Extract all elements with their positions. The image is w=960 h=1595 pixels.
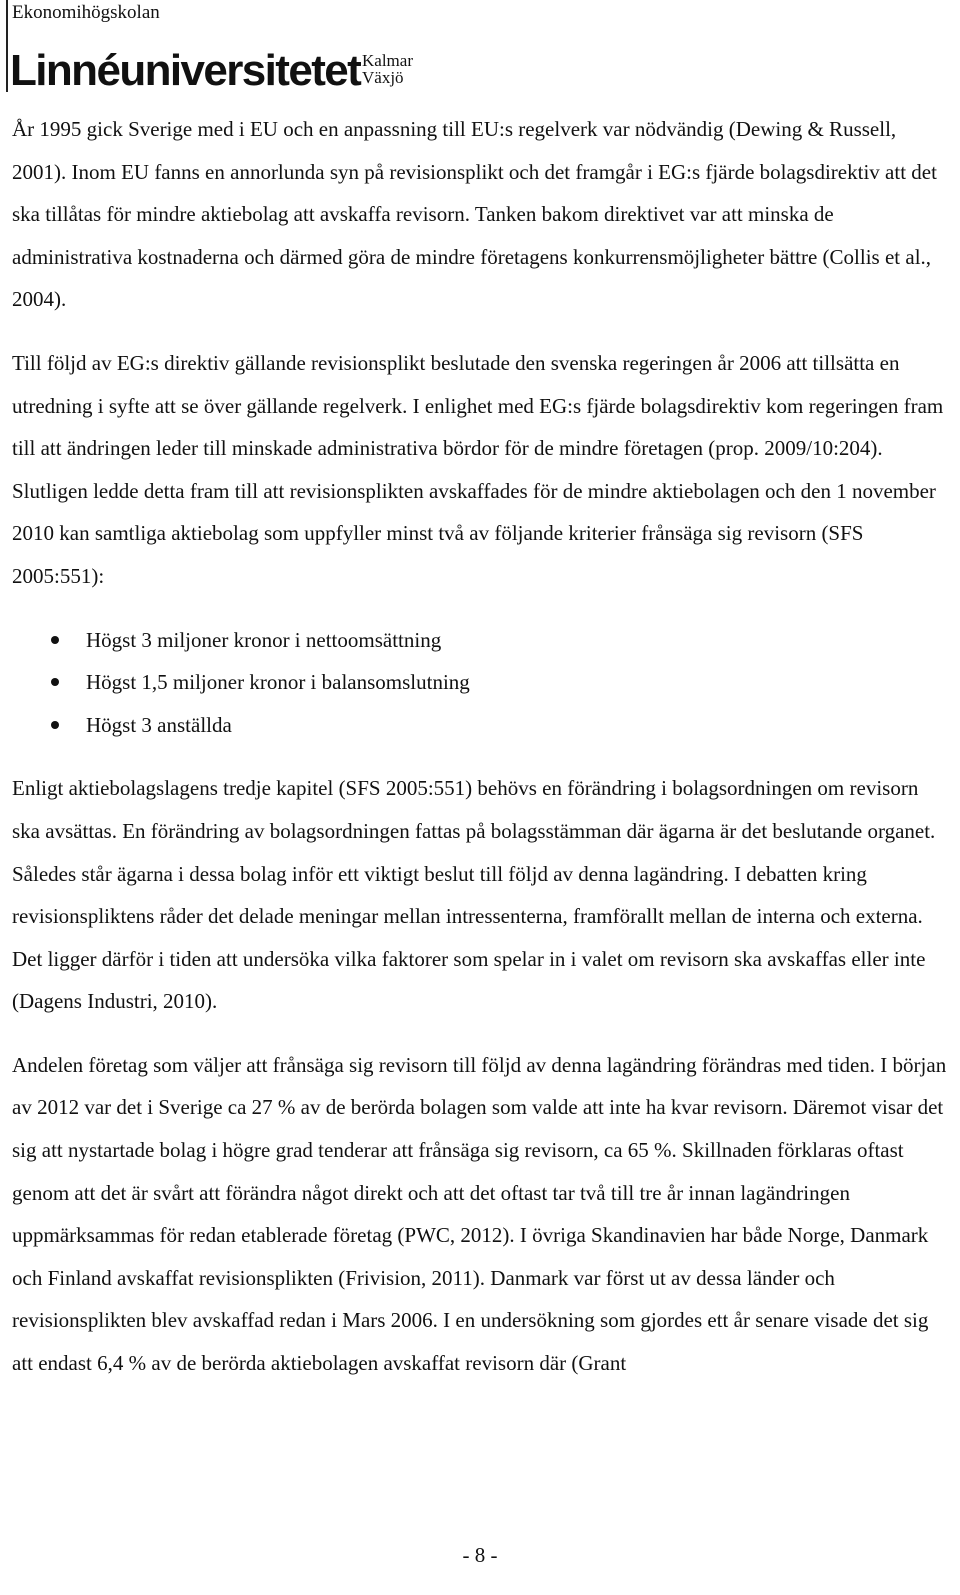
document-body (12, 108, 948, 1406)
paragraph-3: Enligt aktiebolagslagens tredje kapitel (SFS 2005:551) behövs en förändring i bolagsordningen om revisorn ska avsättas. En förändring av bolagsordningen fattas på bolagsstämman där ägarna är det beslutande organet. Således står ägarna i dessa bolag inför ett viktigt beslut till följd av denna lagändring. I debatten kring revisionspliktens råder det delade meningar mellan intressenterna, framförallt mellan de interna och externa. Det ligger därför i tiden att undersöka vilka faktorer som spelar in i valet om revisorn ska avskaffas eller inte (Dagens Industri, 2010). (12, 776, 936, 1014)
bullet-icon (51, 678, 59, 686)
criteria-list (12, 619, 948, 747)
logo-wordmark: Linnéuniversitetet (10, 46, 361, 95)
page-number: - 8 - (462, 1543, 498, 1567)
logo-city-kalmar: Kalmar (362, 51, 413, 70)
logo-cities (362, 52, 413, 86)
paragraph-2: Till följd av EG:s direktiv gällande revisionsplikt beslutade den svenska regeringen år 2006 att tillsätta en utredning i syfte att se över gällande regelverk. I enlighet med EG:s fjärde bolagsdirektiv kom regeringen fram till att ändringen leder till minskade administrativa bördor för de mindre företagen (prop. 2009/10:204). Slutligen ledde detta fram till att revisionsplikten avskaffades för de mindre aktiebolagen och den 1 november 2010 kan samtliga aktiebolag som uppfyller minst två av följande kriterier frånsäga sig revisorn (SFS 2005:551): (12, 350, 944, 588)
faculty-name: Ekonomihögskolan (12, 2, 160, 23)
list-item (12, 661, 948, 704)
bullet-icon (51, 636, 59, 644)
list-item (12, 619, 948, 662)
paragraph-4: Andelen företag som väljer att frånsäga sig revisorn till följd av denna lagändring förändras med tiden. I början av 2012 var det i Sverige ca 27 % av de berörda bolagen som valde att inte ha kvar revisorn. Däremot visar det sig att nystartade bolag i högre grad tenderar att frånsäga sig revisorn, ca 65 %. Skillnaden förklaras oftast genom att det är svårt att förändra något direkt och att det oftast tar två till tre år innan lagändringen uppmärksammas för redan etablerade företag (PWC, 2012). I övriga Skandinavien har både Norge, Danmark och Finland avskaffat revisionsplikten (Frivision, 2011). Danmark var först ut av dessa länder och revisionsplikten blev avskaffad redan i Mars 2006. I en undersökning som gjordes ett år senare visade det sig att endast 6,4 % av de berörda aktiebolagen avskaffat revisorn där (Grant (12, 1052, 947, 1376)
criteria-text: Högst 3 anställda (86, 712, 232, 737)
logo-city-vaxjo: Växjö (362, 68, 404, 87)
list-item (12, 704, 948, 747)
criteria-text: Högst 1,5 miljoner kronor i balansomslutning (86, 670, 470, 695)
bullet-icon (51, 721, 59, 729)
header-rule (6, 0, 8, 92)
paragraph-1: År 1995 gick Sverige med i EU och en anpassning till EU:s regelverk var nödvändig (Dewing & Russell, 2001). Inom EU fanns en annorlunda syn på revisionsplikt och det framgår i EG:s fjärde bolagsdirektiv att det ska tillåtas för mindre aktiebolag att avskaffa revisorn. Tanken bakom direktivet var att minska de administrativa kostnaderna och därmed göra de mindre företagens konkurrensmöjligheter bättre (Collis et al., 2004). (12, 117, 937, 312)
criteria-text: Högst 3 miljoner kronor i nettoomsättning (86, 627, 442, 652)
